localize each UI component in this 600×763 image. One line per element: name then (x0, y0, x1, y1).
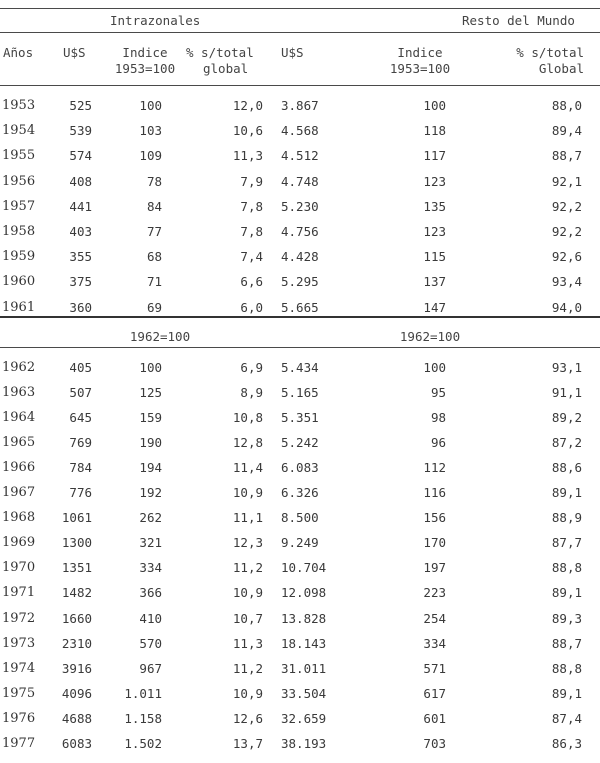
cell-usd-2: 12.098 (281, 585, 327, 601)
group-rule (0, 32, 600, 33)
cell-index-2: 601 (423, 710, 446, 726)
cell-index-1: 1.502 (124, 735, 162, 751)
cell-usd-1: 784 (69, 460, 92, 476)
cell-year: 1959 (2, 249, 36, 265)
cell-index-2: 100 (423, 360, 446, 375)
cell-index-1: 71 (146, 274, 162, 290)
cell-index-2: 116 (423, 485, 446, 501)
cell-usd-2: 6.083 (281, 460, 319, 476)
cell-year: 1957 (2, 198, 36, 214)
cell-usd-1: 1482 (61, 585, 92, 601)
cell-year: 1962 (2, 360, 36, 375)
cell-pct-2: 93,1 (551, 360, 582, 375)
cell-index-2: 100 (423, 98, 446, 113)
cell-usd-2: 32.659 (281, 710, 327, 726)
cell-usd-1: 4096 (61, 685, 92, 701)
cell-index-2: 156 (423, 510, 446, 526)
cell-usd-1: 355 (69, 249, 92, 265)
cell-usd-2: 4.568 (281, 123, 319, 139)
cell-index-2: 617 (423, 685, 446, 701)
col-header-pct-2-line2: Global (538, 61, 584, 76)
cell-year: 1953 (2, 98, 36, 113)
col-header-usd-1: U$S (63, 45, 86, 60)
cell-year: 1960 (2, 274, 36, 290)
section-2-header-rule (0, 347, 600, 348)
cell-index-1: 109 (139, 148, 162, 164)
base-year-right: 1962=100 (399, 329, 461, 344)
cell-index-1: 192 (139, 485, 162, 501)
cell-usd-1: 4688 (61, 710, 92, 726)
cell-pct-1: 6,6 (240, 274, 263, 290)
cell-index-1: 103 (139, 123, 162, 139)
group-header-intrazonales: Intrazonales (110, 13, 201, 28)
cell-usd-2: 38.193 (281, 735, 327, 751)
cell-usd-1: 525 (69, 98, 92, 113)
cell-usd-1: 1351 (61, 560, 92, 576)
cell-usd-2: 10.704 (281, 560, 327, 576)
cell-pct-2: 92,1 (551, 173, 582, 189)
cell-pct-2: 94,0 (551, 299, 582, 315)
cell-pct-1: 13,7 (232, 735, 263, 751)
group-header-resto-del-mundo: Resto del Mundo (462, 13, 575, 28)
cell-pct-2: 89,4 (551, 123, 582, 139)
cell-usd-1: 405 (69, 360, 92, 375)
cell-pct-1: 11,1 (232, 510, 263, 526)
cell-pct-1: 7,8 (240, 198, 263, 214)
cell-index-2: 112 (423, 460, 446, 476)
cell-index-2: 123 (423, 224, 446, 239)
cell-year: 1973 (2, 635, 36, 651)
cell-index-1: 77 (146, 224, 162, 239)
cell-usd-1: 375 (69, 274, 92, 290)
cell-usd-1: 574 (69, 148, 92, 164)
cell-year: 1956 (2, 173, 36, 189)
cell-year: 1974 (2, 660, 36, 676)
col-header-years: Años (3, 45, 34, 60)
cell-pct-1: 10,7 (232, 610, 263, 626)
cell-pct-1: 11,2 (232, 660, 263, 676)
cell-usd-2: 5.242 (281, 435, 319, 451)
cell-usd-1: 408 (69, 173, 92, 189)
cell-year: 1954 (2, 123, 36, 139)
cell-pct-2: 88,7 (551, 148, 582, 164)
cell-usd-1: 507 (69, 385, 92, 401)
cell-usd-2: 31.011 (281, 660, 327, 676)
cell-pct-2: 89,1 (551, 485, 582, 501)
cell-pct-2: 89,1 (551, 685, 582, 701)
cell-year: 1969 (2, 535, 36, 551)
cell-usd-1: 1660 (61, 610, 92, 626)
cell-pct-1: 6,0 (240, 299, 263, 315)
cell-index-1: 967 (139, 660, 162, 676)
cell-pct-2: 89,2 (551, 410, 582, 426)
cell-year: 1966 (2, 460, 36, 476)
cell-usd-1: 539 (69, 123, 92, 139)
cell-pct-1: 10,9 (232, 685, 263, 701)
cell-usd-2: 33.504 (281, 685, 327, 701)
cell-pct-1: 7,4 (240, 249, 263, 265)
cell-index-2: 197 (423, 560, 446, 576)
cell-pct-2: 91,1 (551, 385, 582, 401)
cell-usd-1: 360 (69, 299, 92, 315)
cell-index-2: 571 (423, 660, 446, 676)
cell-index-1: 84 (146, 198, 162, 214)
cell-year: 1971 (2, 585, 36, 601)
cell-index-1: 159 (139, 410, 162, 426)
cell-year: 1965 (2, 435, 36, 451)
cell-year: 1964 (2, 410, 36, 426)
col-header-pct-1-line2: global (203, 61, 249, 76)
section-divider-rule (0, 316, 600, 318)
cell-index-2: 98 (430, 410, 446, 426)
cell-usd-1: 1061 (61, 510, 92, 526)
cell-usd-2: 3.867 (281, 98, 319, 113)
cell-index-2: 115 (423, 249, 446, 265)
top-rule (0, 8, 600, 9)
cell-year: 1970 (2, 560, 36, 576)
cell-index-2: 118 (423, 123, 446, 139)
cell-usd-2: 8.500 (281, 510, 319, 526)
cell-usd-1: 441 (69, 198, 92, 214)
base-year-left: 1962=100 (129, 329, 191, 344)
cell-pct-1: 10,6 (232, 123, 263, 139)
cell-year: 1967 (2, 485, 36, 501)
cell-pct-1: 7,9 (240, 173, 263, 189)
cell-index-2: 117 (423, 148, 446, 164)
cell-pct-1: 12,8 (232, 435, 263, 451)
cell-usd-1: 3916 (61, 660, 92, 676)
cell-pct-2: 93,4 (551, 274, 582, 290)
cell-pct-2: 87,4 (551, 710, 582, 726)
cell-usd-1: 769 (69, 435, 92, 451)
cell-pct-2: 92,6 (551, 249, 582, 265)
cell-year: 1961 (2, 299, 36, 315)
header-bottom-rule (0, 85, 600, 86)
cell-pct-2: 88,8 (551, 560, 582, 576)
cell-pct-2: 88,7 (551, 635, 582, 651)
cell-usd-1: 1300 (61, 535, 92, 551)
cell-usd-2: 4.748 (281, 173, 319, 189)
cell-index-1: 68 (146, 249, 162, 265)
cell-index-2: 137 (423, 274, 446, 290)
cell-pct-1: 12,6 (232, 710, 263, 726)
cell-usd-1: 645 (69, 410, 92, 426)
cell-usd-2: 5.230 (281, 198, 319, 214)
cell-usd-2: 5.351 (281, 410, 319, 426)
cell-index-2: 135 (423, 198, 446, 214)
cell-pct-1: 12,3 (232, 535, 263, 551)
cell-pct-2: 86,3 (551, 735, 582, 751)
cell-pct-2: 89,3 (551, 610, 582, 626)
cell-pct-1: 10,9 (232, 585, 263, 601)
cell-index-2: 223 (423, 585, 446, 601)
cell-index-1: 1.011 (124, 685, 162, 701)
cell-index-2: 95 (430, 385, 446, 401)
cell-index-1: 410 (139, 610, 162, 626)
cell-usd-2: 5.295 (281, 274, 319, 290)
cell-index-1: 194 (139, 460, 162, 476)
cell-index-1: 366 (139, 585, 162, 601)
cell-pct-1: 11,3 (232, 635, 263, 651)
cell-pct-2: 88,6 (551, 460, 582, 476)
cell-usd-2: 4.428 (281, 249, 319, 265)
col-header-index-2-line1: Indice (397, 45, 443, 60)
cell-index-1: 334 (139, 560, 162, 576)
cell-year: 1963 (2, 385, 36, 401)
cell-usd-2: 18.143 (281, 635, 327, 651)
cell-index-2: 96 (430, 435, 446, 451)
col-header-usd-2: U$S (281, 45, 304, 60)
cell-pct-2: 88,8 (551, 660, 582, 676)
col-header-pct-1-line1: % s/total (186, 45, 254, 60)
cell-usd-2: 9.249 (281, 535, 319, 551)
cell-pct-1: 11,3 (232, 148, 263, 164)
cell-usd-2: 5.165 (281, 385, 319, 401)
cell-year: 1958 (2, 224, 36, 239)
cell-usd-1: 2310 (61, 635, 92, 651)
cell-usd-1: 403 (69, 224, 92, 239)
cell-pct-1: 10,8 (232, 410, 263, 426)
cell-index-1: 262 (139, 510, 162, 526)
cell-index-1: 100 (139, 360, 162, 375)
cell-pct-2: 92,2 (551, 198, 582, 214)
cell-index-1: 78 (146, 173, 162, 189)
cell-year: 1977 (2, 735, 36, 751)
col-header-index-1-line1: Indice (122, 45, 168, 60)
cell-pct-1: 11,4 (232, 460, 263, 476)
cell-pct-2: 88,0 (551, 98, 582, 113)
cell-pct-1: 6,9 (240, 360, 263, 375)
col-header-index-2-line2: 1953=100 (389, 61, 451, 76)
cell-index-1: 125 (139, 385, 162, 401)
cell-usd-1: 776 (69, 485, 92, 501)
cell-year: 1975 (2, 685, 36, 701)
cell-pct-1: 11,2 (232, 560, 263, 576)
cell-pct-2: 87,2 (551, 435, 582, 451)
cell-index-1: 1.158 (124, 710, 162, 726)
cell-index-1: 100 (139, 98, 162, 113)
cell-usd-2: 13.828 (281, 610, 327, 626)
cell-index-2: 703 (423, 735, 446, 751)
cell-index-2: 170 (423, 535, 446, 551)
cell-index-1: 69 (146, 299, 162, 315)
cell-year: 1976 (2, 710, 36, 726)
cell-pct-1: 8,9 (240, 385, 263, 401)
cell-usd-1: 6083 (61, 735, 92, 751)
col-header-index-1-line2: 1953=100 (114, 61, 176, 76)
cell-usd-2: 5.434 (281, 360, 319, 375)
cell-index-1: 190 (139, 435, 162, 451)
cell-pct-2: 92,2 (551, 224, 582, 239)
cell-pct-2: 87,7 (551, 535, 582, 551)
cell-index-1: 570 (139, 635, 162, 651)
cell-usd-2: 4.756 (281, 224, 319, 239)
cell-year: 1968 (2, 510, 36, 526)
cell-index-2: 254 (423, 610, 446, 626)
cell-pct-2: 89,1 (551, 585, 582, 601)
cell-pct-1: 12,0 (232, 98, 263, 113)
cell-index-1: 321 (139, 535, 162, 551)
cell-index-2: 123 (423, 173, 446, 189)
cell-year: 1955 (2, 148, 36, 164)
cell-pct-1: 7,8 (240, 224, 263, 239)
cell-usd-2: 6.326 (281, 485, 319, 501)
cell-index-2: 147 (423, 299, 446, 315)
cell-year: 1972 (2, 610, 36, 626)
cell-index-2: 334 (423, 635, 446, 651)
cell-usd-2: 5.665 (281, 299, 319, 315)
cell-usd-2: 4.512 (281, 148, 319, 164)
col-header-pct-2-line1: % s/total (516, 45, 584, 60)
cell-pct-2: 88,9 (551, 510, 582, 526)
cell-pct-1: 10,9 (232, 485, 263, 501)
